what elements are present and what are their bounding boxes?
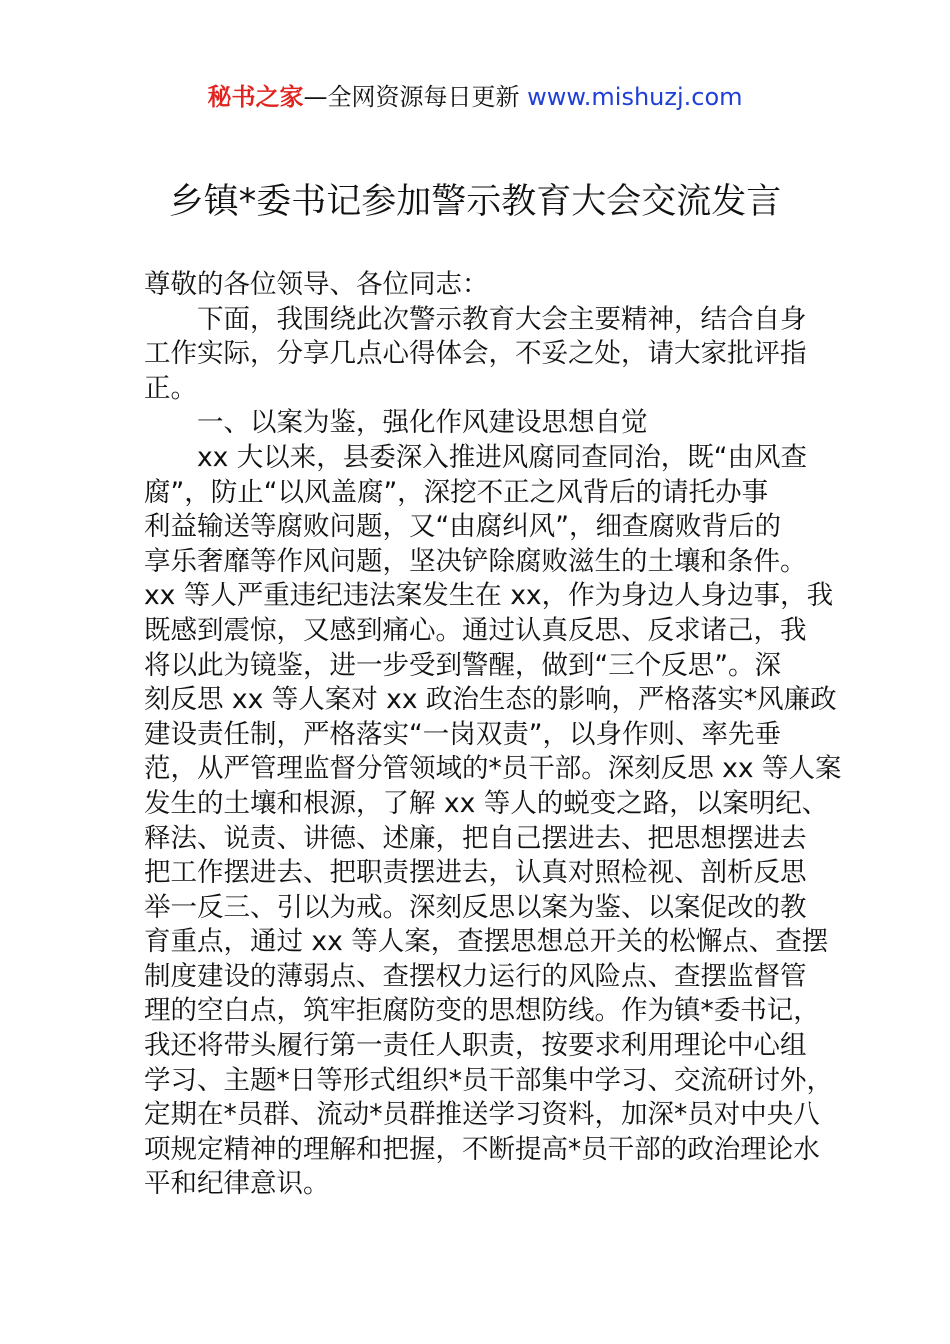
brand-name: 秘书之家 bbox=[207, 83, 304, 111]
paragraph-line: 学习、主题*日等形式组织*员干部集中学习、交流研讨外， bbox=[144, 1064, 833, 1096]
paragraph-line: 把工作摆进去、把职责摆进去，认真对照检视、剖析反思 bbox=[144, 857, 807, 889]
paragraph-line: 既感到震惊，又感到痛心。通过认真反思、反求诸己，我 bbox=[144, 614, 807, 646]
paragraph-line: 范，从严管理监督分管领域的*员干部。深刻反思 xx 等人案 bbox=[144, 753, 842, 785]
header-tagline: —全网资源每日更新 bbox=[303, 83, 528, 111]
paragraph-line: 将以此为镜鉴，进一步受到警醒，做到“三个反思”。深 bbox=[144, 649, 781, 681]
document-title: 乡镇*委书记参加警示教育大会交流发言 bbox=[168, 182, 782, 222]
paragraph-line: 腐”，防止“以风盖腐”，深挖不正之风背后的请托办事 bbox=[144, 476, 769, 508]
paragraph-line: 利益输送等腐败问题，又“由腐纠风”，细查腐败背后的 bbox=[144, 511, 781, 543]
site-url[interactable]: www.mishuzj.com bbox=[527, 83, 743, 111]
paragraph-line: 建设责任制，严格落实“一岗双责”，以身作则、率先垂 bbox=[144, 718, 781, 750]
paragraph-line: xx 等人严重违纪违法案发生在 xx，作为身边人身边事，我 bbox=[144, 580, 834, 612]
paragraph-line: 育重点，通过 xx 等人案，查摆思想总开关的松懈点、查摆 bbox=[144, 926, 829, 958]
paragraph-line: 平和纪律意识。 bbox=[144, 1168, 330, 1200]
paragraph-line: 正。 bbox=[144, 372, 197, 404]
section-heading: 一、以案为鉴，强化作风建设思想自觉 bbox=[197, 407, 648, 439]
paragraph-line: 理的空白点，筑牢拒腐防变的思想防线。作为镇*委书记， bbox=[144, 995, 820, 1027]
paragraph-line: xx 大以来，县委深入推进风腐同查同治，既“由风查 bbox=[197, 441, 808, 473]
paragraph-line: 制度建设的薄弱点、查摆权力运行的风险点、查摆监督管 bbox=[144, 960, 807, 992]
paragraph-line: 定期在*员群、流动*员群推送学习资料，加深*员对中央八 bbox=[144, 1099, 820, 1131]
paragraph-line: 下面，我围绕此次警示教育大会主要精神，结合自身 bbox=[197, 303, 807, 335]
paragraph-line: 释法、说责、讲德、述廉，把自己摆进去、把思想摆进去 bbox=[144, 822, 807, 854]
paragraph-line: 我还将带头履行第一责任人职责，按要求利用理论中心组 bbox=[144, 1030, 807, 1062]
paragraph-line: 刻反思 xx 等人案对 xx 政治生态的影响，严格落实*风廉政 bbox=[144, 684, 837, 716]
document-body bbox=[144, 268, 842, 1202]
paragraph-line: 发生的土壤和根源，了解 xx 等人的蜕变之路，以案明纪、 bbox=[144, 787, 829, 819]
paragraph-line: 项规定精神的理解和把握，不断提高*员干部的政治理论水 bbox=[144, 1133, 820, 1165]
site-header bbox=[0, 82, 950, 112]
paragraph-line: 举一反三、引以为戒。深刻反思以案为鉴、以案促改的教 bbox=[144, 891, 807, 923]
paragraph-line: 工作实际，分享几点心得体会，不妥之处，请大家批评指 bbox=[144, 338, 807, 370]
salutation: 尊敬的各位领导、各位同志： bbox=[144, 269, 489, 300]
paragraph-line: 享乐奢靡等作风问题，坚决铲除腐败滋生的土壤和条件。 bbox=[144, 545, 807, 577]
